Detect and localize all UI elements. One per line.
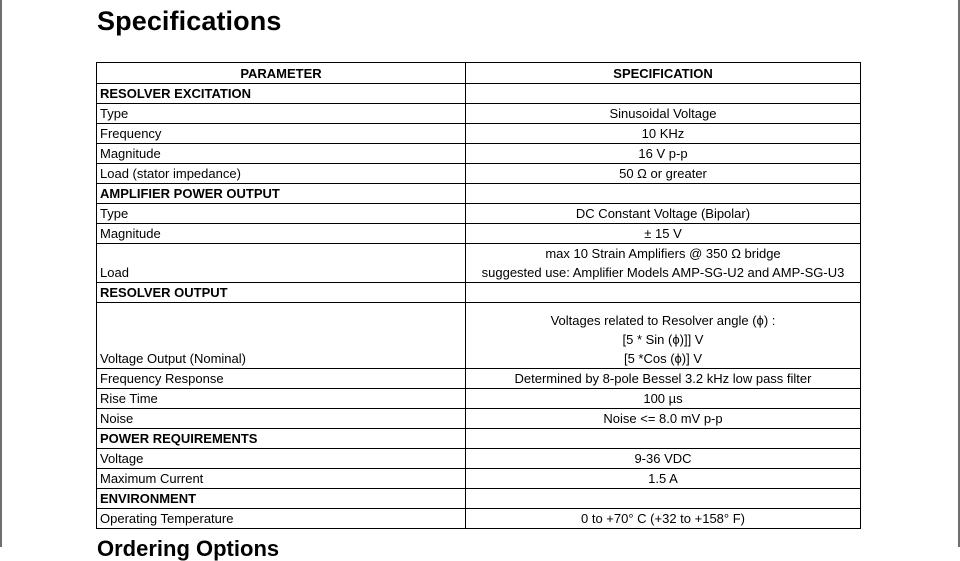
section-title: ENVIRONMENT — [97, 489, 466, 509]
specification-cell: 100 µs — [466, 389, 861, 409]
parameter-cell: Frequency — [97, 124, 466, 144]
parameter-cell: Noise — [97, 409, 466, 429]
specification-cell: 10 KHz — [466, 124, 861, 144]
parameter-cell: Type — [97, 204, 466, 224]
table-row — [97, 409, 861, 429]
parameter-cell: Type — [97, 104, 466, 124]
table-row — [97, 509, 861, 529]
section-empty-cell — [466, 429, 861, 449]
table-row — [97, 369, 861, 389]
section-empty-cell — [466, 84, 861, 104]
specifications-table — [96, 62, 861, 529]
section-title: RESOLVER OUTPUT — [97, 283, 466, 303]
parameter-cell: Magnitude — [97, 144, 466, 164]
table-row — [97, 303, 861, 369]
section-empty-cell — [466, 184, 861, 204]
next-section-heading-partial: Ordering Options — [97, 536, 280, 561]
specification-line: suggested use: Amplifier Models AMP-SG-U2 and AMP-SG-U3 — [481, 265, 845, 280]
table-row — [97, 244, 861, 283]
parameter-cell: Load (stator impedance) — [97, 164, 466, 184]
table-row — [97, 164, 861, 184]
page-edge-left — [0, 0, 2, 547]
specification-line: [5 *Cos (ϕ)] V — [623, 351, 703, 366]
table-row — [97, 124, 861, 144]
specification-line: [5 * Sin (ϕ)]] V — [622, 332, 704, 347]
section-title: AMPLIFIER POWER OUTPUT — [97, 184, 466, 204]
specification-cell: 1.5 A — [466, 469, 861, 489]
column-header-parameter: PARAMETER — [97, 63, 466, 84]
section-row-environment — [97, 489, 861, 509]
section-row-resolver-excitation — [97, 84, 861, 104]
specification-cell: Noise <= 8.0 mV p-p — [466, 409, 861, 429]
section-empty-cell — [466, 489, 861, 509]
parameter-cell: Rise Time — [97, 389, 466, 409]
parameter-cell: Load — [97, 244, 466, 283]
section-title: POWER REQUIREMENTS — [97, 429, 466, 449]
specification-cell — [466, 244, 861, 283]
specification-cell: 0 to +70° C (+32 to +158° F) — [466, 509, 861, 529]
specification-line: max 10 Strain Amplifiers @ 350 Ω bridge — [545, 246, 781, 261]
table-row — [97, 469, 861, 489]
section-row-power-requirements — [97, 429, 861, 449]
specification-line: Voltages related to Resolver angle (ϕ) : — [550, 313, 776, 328]
section-row-amplifier-power-output — [97, 184, 861, 204]
table-row — [97, 144, 861, 164]
table-row — [97, 204, 861, 224]
specification-cell: DC Constant Voltage (Bipolar) — [466, 204, 861, 224]
table-header-row — [97, 63, 861, 84]
parameter-cell: Magnitude — [97, 224, 466, 244]
specification-cell — [466, 303, 861, 369]
parameter-cell: Voltage — [97, 449, 466, 469]
table-row — [97, 389, 861, 409]
specification-cell: ± 15 V — [466, 224, 861, 244]
page-title: Specifications — [97, 6, 282, 36]
column-header-specification: SPECIFICATION — [466, 63, 861, 84]
specification-cell: 16 V p-p — [466, 144, 861, 164]
specification-cell: Sinusoidal Voltage — [466, 104, 861, 124]
table-row — [97, 104, 861, 124]
section-empty-cell — [466, 283, 861, 303]
section-row-resolver-output — [97, 283, 861, 303]
parameter-cell: Voltage Output (Nominal) — [97, 303, 466, 369]
parameter-cell: Frequency Response — [97, 369, 466, 389]
table-row — [97, 449, 861, 469]
specification-cell: 9-36 VDC — [466, 449, 861, 469]
section-title: RESOLVER EXCITATION — [97, 84, 466, 104]
parameter-cell: Maximum Current — [97, 469, 466, 489]
table-row — [97, 224, 861, 244]
specification-cell: Determined by 8-pole Bessel 3.2 kHz low pass filter — [466, 369, 861, 389]
specification-cell: 50 Ω or greater — [466, 164, 861, 184]
parameter-cell: Operating Temperature — [97, 509, 466, 529]
